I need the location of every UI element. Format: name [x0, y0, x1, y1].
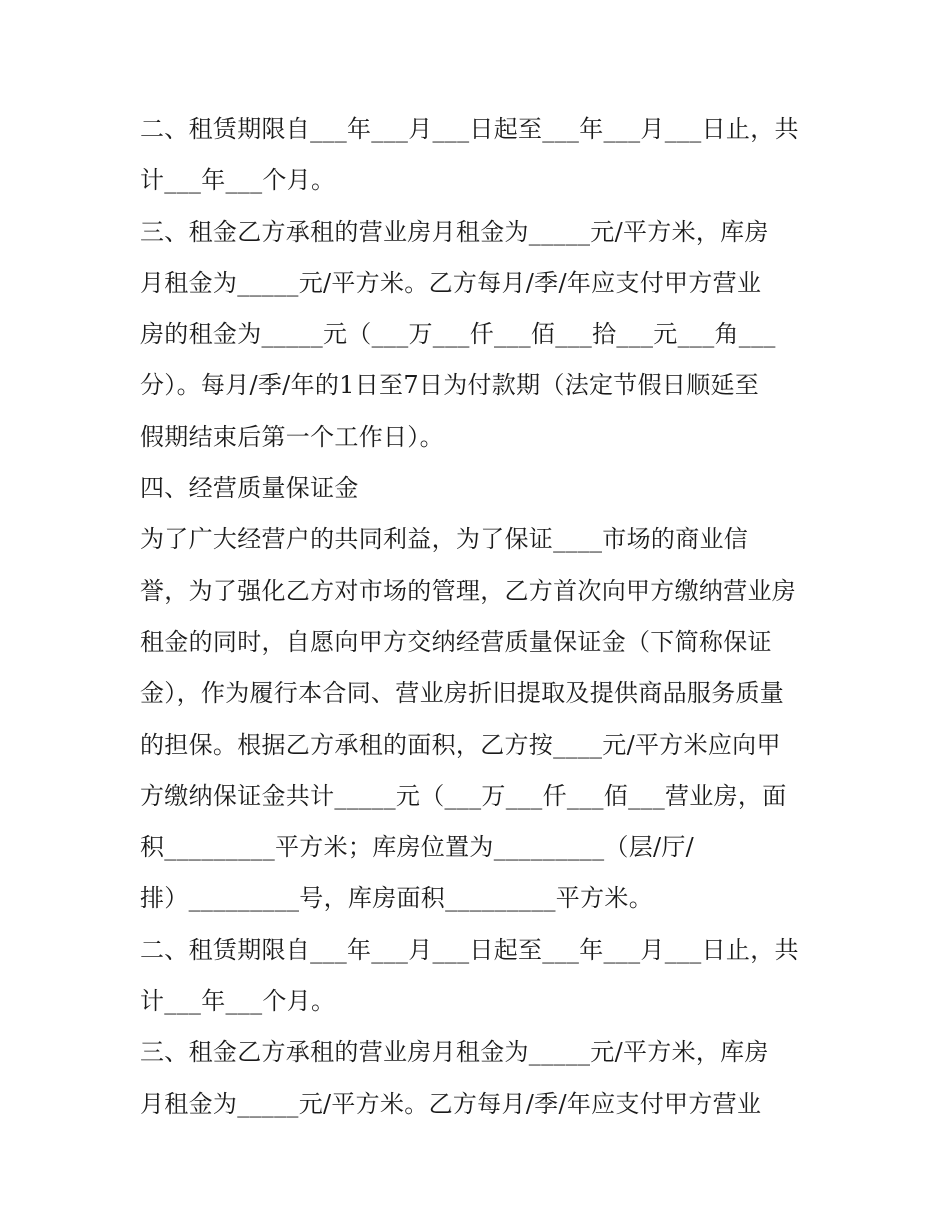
text-line: 三、租金乙方承租的营业房月租金为_____元/平方米，库房 — [140, 1038, 769, 1067]
text-line: 积_________平方米；库房位置为_________（层/厅/ — [140, 833, 695, 862]
text-line: 计___年___个月。 — [140, 987, 336, 1016]
text-line: 二、租赁期限自___年___月___日起至___年___月___日止，共 — [140, 935, 799, 964]
text-line: 方缴纳保证金共计_____元（___万___仟___佰___营业房，面 — [140, 781, 787, 810]
text-line: 的担保。根据乙方承租的面积，乙方按____元/平方米应向甲 — [140, 730, 781, 759]
text-line: 假期结束后第一个工作日）。 — [140, 422, 444, 451]
text-line: 二、租赁期限自___年___月___日起至___年___月___日止，共 — [140, 115, 799, 143]
text-line: 分）。每月/季/年的1日至7日为付款期（法定节假日顺延至 — [140, 371, 760, 400]
text-line: 排）_________号，库房面积_________平方米。 — [140, 884, 653, 913]
text-line: 为了广大经营户的共同利益，为了保证____市场的商业信 — [140, 525, 749, 554]
text-line: 月租金为_____元/平方米。乙方每月/季/年应支付甲方营业 — [140, 268, 762, 297]
text-line: 金），作为履行本合同、营业房折旧提取及提供商品服务质量 — [140, 679, 785, 708]
document-body — [140, 104, 820, 1130]
section-heading: 四、经营质量保证金 — [140, 474, 359, 503]
text-line: 租金的同时，自愿向甲方交纳经营质量保证金（下简称保证 — [140, 627, 772, 656]
text-line: 三、租金乙方承租的营业房月租金为_____元/平方米，库房 — [140, 217, 769, 246]
text-line: 计___年___个月。 — [140, 166, 336, 195]
text-line: 誉，为了强化乙方对市场的管理，乙方首次向甲方缴纳营业房 — [140, 576, 797, 605]
text-line: 月租金为_____元/平方米。乙方每月/季/年应支付甲方营业 — [140, 1089, 762, 1118]
text-line: 房的租金为_____元（___万___仟___佰___拾___元___角___ — [140, 320, 776, 349]
